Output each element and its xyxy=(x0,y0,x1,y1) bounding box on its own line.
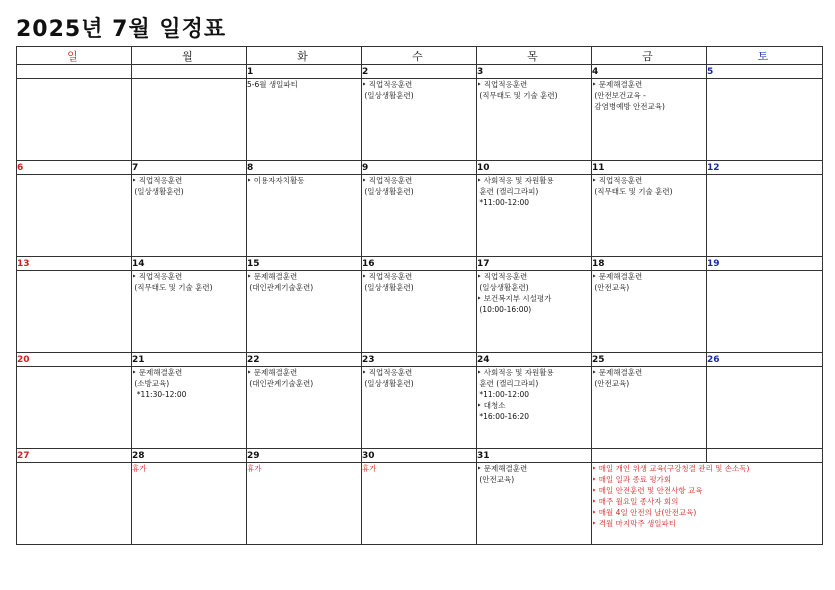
weekday-tuesday: 화 xyxy=(247,47,362,65)
event-item: ‣ 직업적응훈련 (일상생활훈련) xyxy=(362,80,414,100)
day-content-cell xyxy=(592,271,707,353)
date-cell: 12 xyxy=(707,161,823,175)
date-cell: 21 xyxy=(132,353,247,367)
week-4-date-row xyxy=(17,353,823,367)
day-content-cell xyxy=(17,175,132,257)
date-cell: 19 xyxy=(707,257,823,271)
date-cell: 9 xyxy=(362,161,477,175)
date-cell: 3 xyxy=(477,65,592,79)
day-content-cell xyxy=(477,271,592,353)
event-item: ‣ 직업적응훈련 (일상생활훈련) xyxy=(132,176,184,196)
event-item: ‣ 사회적응 및 자원활용 훈련 (캘리그라피) *11:00-12:00 xyxy=(477,368,554,399)
day-content-cell xyxy=(592,175,707,257)
date-cell: 30 xyxy=(362,449,477,463)
event-item: ‣ 이용자자치활동 xyxy=(247,176,305,185)
date-cell: 13 xyxy=(17,257,132,271)
calendar-table xyxy=(16,46,823,545)
event-item: ‣ 문제해결훈련 (대인관계기술훈련) xyxy=(247,368,314,388)
day-content-cell xyxy=(592,79,707,161)
monthly-notes-cell xyxy=(592,463,823,545)
weekday-header-row xyxy=(17,47,823,65)
event-item: ‣ 직업적응훈련 (직무태도 및 기술 훈련) xyxy=(477,80,558,100)
event-item: ‣ 문제해결훈련 (안전보건교육 - 감염병예방 안전교육) xyxy=(592,80,665,111)
day-content-cell xyxy=(247,271,362,353)
date-cell: 14 xyxy=(132,257,247,271)
date-cell xyxy=(132,65,247,79)
day-content-cell xyxy=(362,271,477,353)
event-item: ‣ 직업적응훈련 (일상생활훈련) xyxy=(362,176,414,196)
weekday-monday: 월 xyxy=(132,47,247,65)
day-content-cell xyxy=(132,79,247,161)
week-2-date-row xyxy=(17,161,823,175)
day-content-cell xyxy=(132,175,247,257)
day-content-cell xyxy=(247,79,362,161)
note-item: ‣ 매주 월요일 종사자 회의 xyxy=(592,497,679,506)
note-item: ‣ 매일 일과 종료 평가회 xyxy=(592,475,672,484)
week-1-content-row xyxy=(17,79,823,161)
date-cell: 28 xyxy=(132,449,247,463)
date-cell: 4 xyxy=(592,65,707,79)
day-content-cell xyxy=(707,175,823,257)
date-cell: 26 xyxy=(707,353,823,367)
event-item: ‣ 문제해결훈련 (대인관계기술훈련) xyxy=(247,272,314,292)
day-content-cell xyxy=(477,79,592,161)
week-4-content-row xyxy=(17,367,823,449)
day-content-cell xyxy=(707,271,823,353)
day-content-cell xyxy=(362,175,477,257)
week-5-content-row xyxy=(17,463,823,545)
week-5-date-row xyxy=(17,449,823,463)
event-item: ‣ 직업적응훈련 (직무태도 및 기술 훈련) xyxy=(592,176,673,196)
weekday-wednesday: 수 xyxy=(362,47,477,65)
event-item: ‣ 직업적응훈련 (일상생활훈련) xyxy=(362,368,414,388)
weekday-saturday: 토 xyxy=(707,47,823,65)
holiday-label: 휴가 xyxy=(247,464,262,473)
date-cell: 7 xyxy=(132,161,247,175)
day-content-cell xyxy=(707,367,823,449)
day-content-cell xyxy=(247,367,362,449)
day-content-cell xyxy=(247,463,362,545)
date-cell: 22 xyxy=(247,353,362,367)
day-content-cell xyxy=(477,463,592,545)
event-item: ‣ 직업적응훈련 (직무태도 및 기술 훈련) xyxy=(132,272,213,292)
day-content-cell xyxy=(362,367,477,449)
date-cell: 20 xyxy=(17,353,132,367)
day-content-cell xyxy=(362,463,477,545)
date-cell xyxy=(707,449,823,463)
event-item: 5-6월 생일파티 xyxy=(247,80,298,89)
day-content-cell xyxy=(17,79,132,161)
note-item: ‣ 매월 4일 안전의 날(안전교육) xyxy=(592,508,697,517)
date-cell: 23 xyxy=(362,353,477,367)
date-cell: 10 xyxy=(477,161,592,175)
day-content-cell xyxy=(132,367,247,449)
week-3-content-row xyxy=(17,271,823,353)
date-cell: 15 xyxy=(247,257,362,271)
week-3-date-row xyxy=(17,257,823,271)
event-item: ‣ 대청소 *16:00-16:20 xyxy=(477,401,530,421)
day-content-cell xyxy=(17,367,132,449)
week-1-date-row xyxy=(17,65,823,79)
event-item: ‣ 보건복지부 시설평가 (10:00-16:00) xyxy=(477,294,552,314)
date-cell: 6 xyxy=(17,161,132,175)
date-cell: 2 xyxy=(362,65,477,79)
event-item: ‣ 문제해결훈련 (안전교육) xyxy=(592,272,643,292)
holiday-label: 휴가 xyxy=(132,464,147,473)
day-content-cell xyxy=(132,463,247,545)
day-content-cell xyxy=(247,175,362,257)
date-cell: 17 xyxy=(477,257,592,271)
date-cell: 11 xyxy=(592,161,707,175)
day-content-cell xyxy=(592,367,707,449)
day-content-cell xyxy=(17,463,132,545)
date-cell: 8 xyxy=(247,161,362,175)
page-title: 2025년 7월 일정표 xyxy=(16,17,227,42)
date-cell: 29 xyxy=(247,449,362,463)
weekday-sunday: 일 xyxy=(17,47,132,65)
date-cell: 25 xyxy=(592,353,707,367)
week-2-content-row xyxy=(17,175,823,257)
note-item: ‣ 매일 안전훈련 및 안전사항 교육 xyxy=(592,486,703,495)
event-item: ‣ 사회적응 및 자원활용 훈련 (캘리그라피) *11:00-12:00 xyxy=(477,176,554,207)
date-cell: 1 xyxy=(247,65,362,79)
date-cell xyxy=(592,449,707,463)
date-cell: 5 xyxy=(707,65,823,79)
event-item: ‣ 문제해결훈련 (안전교육) xyxy=(477,464,528,484)
day-content-cell xyxy=(362,79,477,161)
note-item: ‣ 매일 개인 위생 교육(구강청결 관리 및 손소독) xyxy=(592,464,750,473)
date-cell xyxy=(17,65,132,79)
weekday-thursday: 목 xyxy=(477,47,592,65)
day-content-cell xyxy=(707,79,823,161)
day-content-cell xyxy=(477,367,592,449)
weekday-friday: 금 xyxy=(592,47,707,65)
event-item: ‣ 직업적응훈련 (일상생활훈련) xyxy=(362,272,414,292)
date-cell: 18 xyxy=(592,257,707,271)
date-cell: 31 xyxy=(477,449,592,463)
event-item: ‣ 직업적응훈련 (일상생활훈련) xyxy=(477,272,529,292)
date-cell: 27 xyxy=(17,449,132,463)
day-content-cell xyxy=(132,271,247,353)
event-item: ‣ 문제해결훈련 (소방교육) *11:30-12:00 xyxy=(132,368,187,399)
date-cell: 16 xyxy=(362,257,477,271)
note-item: ‣ 격월 마지막주 생일파티 xyxy=(592,519,677,528)
day-content-cell xyxy=(477,175,592,257)
holiday-label: 휴가 xyxy=(362,464,377,473)
day-content-cell xyxy=(17,271,132,353)
date-cell: 24 xyxy=(477,353,592,367)
event-item: ‣ 문제해결훈련 (안전교육) xyxy=(592,368,643,388)
